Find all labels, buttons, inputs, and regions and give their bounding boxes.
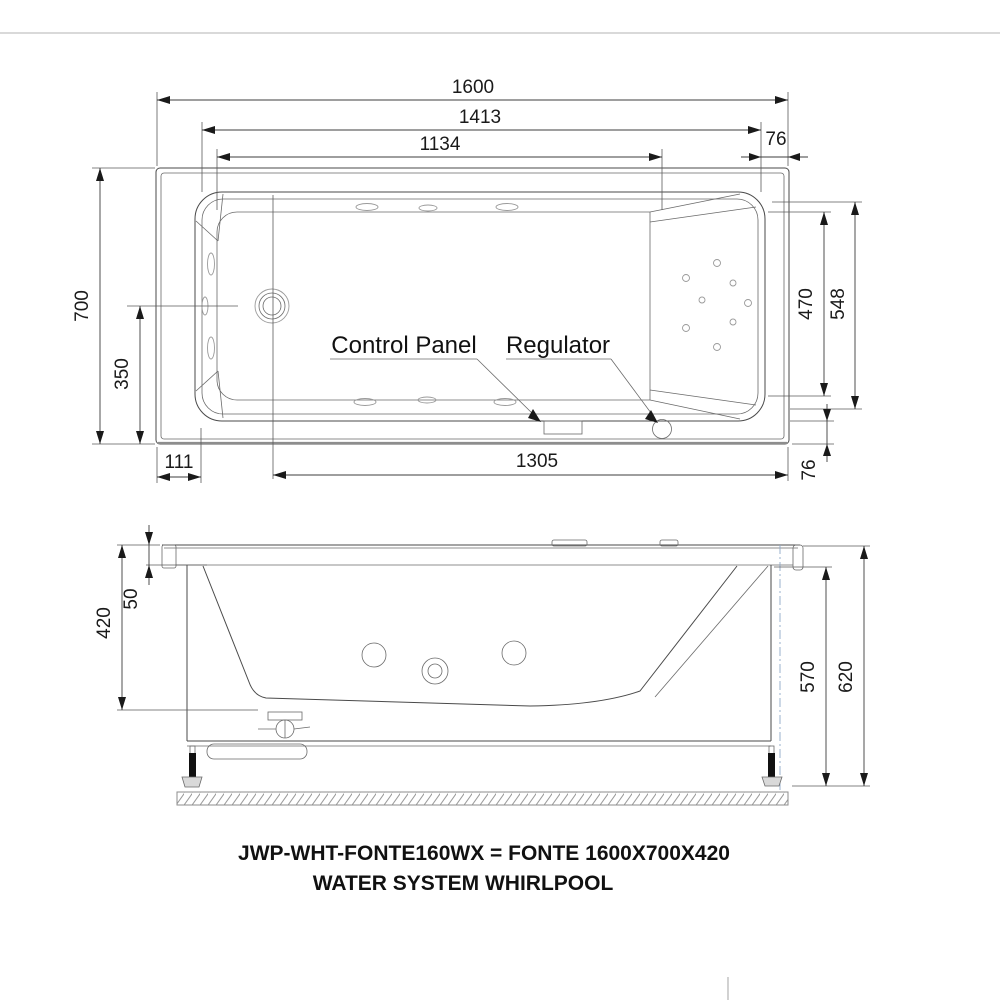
dim-tub-depth	[94, 545, 126, 710]
right-foot	[762, 746, 782, 786]
svg-text:620: 620	[836, 661, 857, 693]
model-code-title: JWP-WHT-FONTE160WX = FONTE 1600X700X420	[238, 842, 730, 865]
side-view-jets	[362, 641, 526, 684]
control-panel-symbol	[544, 421, 582, 434]
svg-text:700: 700	[72, 290, 93, 322]
svg-text:111: 111	[164, 452, 194, 473]
rim-right-cap	[793, 545, 803, 570]
dim-drain-offset	[112, 306, 144, 444]
dim-rim-height	[121, 525, 153, 610]
svg-text:350: 350	[112, 358, 133, 390]
svg-text:76: 76	[799, 459, 820, 481]
backrest-jets	[683, 260, 752, 351]
bowl-profile	[203, 566, 737, 706]
waste-drain-assembly	[207, 712, 310, 759]
title-block	[238, 842, 730, 895]
svg-text:1600: 1600	[451, 77, 495, 98]
dim-opening-width-outer	[828, 202, 859, 409]
dim-opening-width-inner	[796, 212, 828, 396]
dim-overall-length	[157, 77, 788, 104]
svg-text:50: 50	[121, 588, 142, 610]
dim-skirt-height	[798, 567, 830, 786]
top-view	[72, 77, 862, 483]
bowl-opening-inner	[202, 199, 758, 414]
backrest-slope-lines	[650, 194, 756, 419]
bowl-opening-outer	[195, 192, 765, 421]
callouts	[330, 332, 658, 423]
svg-text:570: 570	[798, 661, 819, 693]
bowl-floor-outline	[217, 212, 650, 400]
side-view-extension-lines	[117, 545, 870, 786]
drain-symbol	[255, 289, 289, 323]
side-wall-jets	[202, 204, 518, 406]
side-view	[94, 525, 870, 805]
dim-rim-opening-length	[202, 107, 761, 134]
svg-text:470: 470	[796, 288, 817, 320]
dim-overall-width	[72, 168, 104, 444]
regulator-label: Regulator	[505, 332, 611, 359]
control-panel-label: Control Panel	[331, 332, 477, 359]
tub-outer-rim	[156, 168, 789, 444]
system-title: WATER SYSTEM WHIRLPOOL	[312, 872, 614, 895]
top-view-extension-lines	[92, 92, 862, 483]
svg-text:1413: 1413	[458, 107, 502, 128]
dim-drain-to-end	[273, 451, 788, 479]
svg-text:420: 420	[94, 607, 115, 639]
svg-text:1305: 1305	[515, 451, 559, 472]
floor-slab	[177, 792, 788, 805]
left-foot	[182, 746, 202, 787]
dim-right-rim-bottom	[799, 404, 831, 481]
dim-left-rim-width	[157, 452, 201, 481]
dim-overall-height	[836, 546, 868, 786]
regulator-symbol	[653, 420, 672, 439]
svg-text:548: 548	[828, 288, 849, 320]
tub-outer-rim-inner-line	[161, 173, 784, 439]
svg-text:1134: 1134	[419, 134, 461, 155]
dim-right-rim-top	[741, 129, 808, 161]
backrest-profile-line	[655, 566, 768, 697]
svg-text:76: 76	[765, 129, 787, 150]
rim-left-cap	[162, 545, 176, 568]
dim-floor-length	[217, 134, 662, 161]
